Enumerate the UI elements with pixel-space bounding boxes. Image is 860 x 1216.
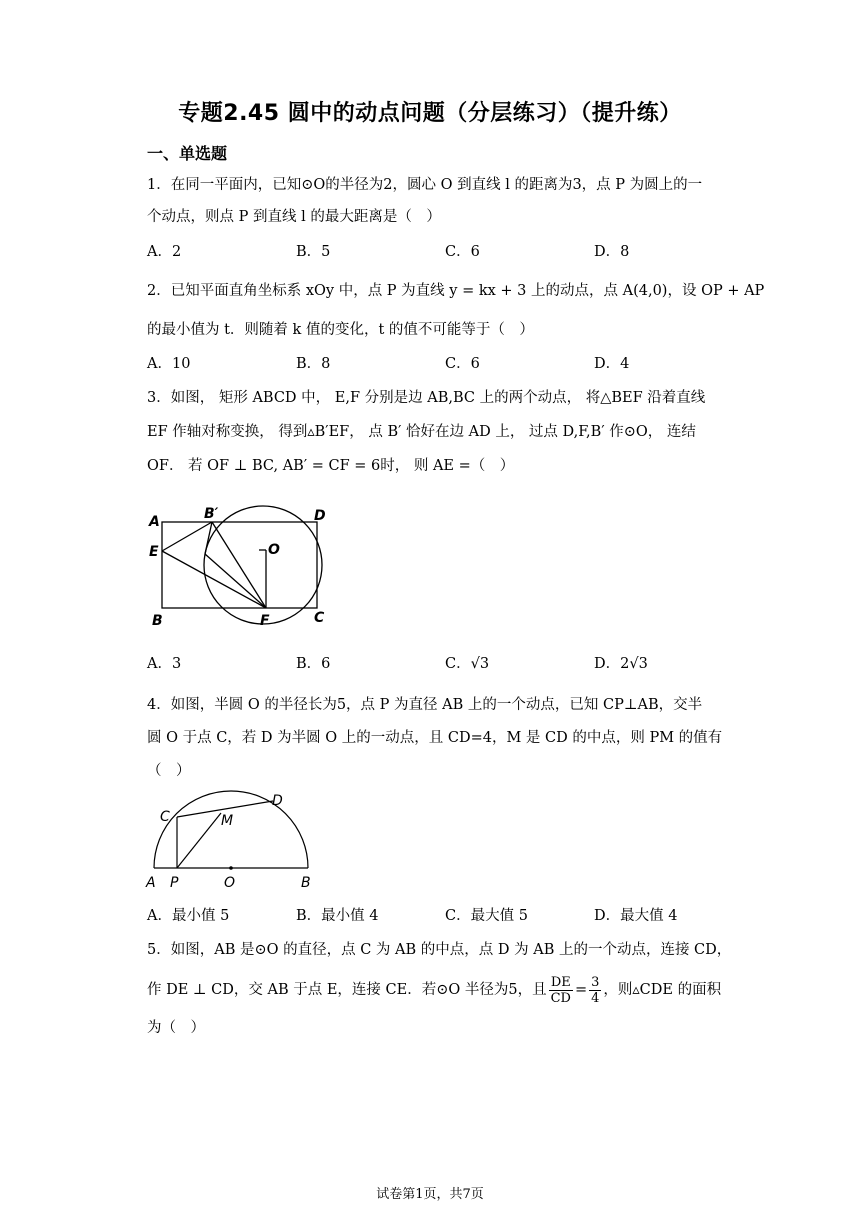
label-d: D [272, 793, 283, 809]
q3-option-d: D．2√3 [594, 656, 648, 672]
q4-figure [140, 788, 330, 893]
q3-figure [140, 488, 340, 630]
segment-ef [162, 551, 266, 608]
q5-fraction-de-cd [549, 975, 573, 1006]
q5-line2 [147, 973, 721, 1007]
label-b: B [152, 613, 163, 629]
page-footer: 试卷第1页，共7页 [376, 1187, 484, 1202]
q2-option-a: A．10 [147, 356, 191, 372]
q2-line1: 2．已知平面直角坐标系 xOy 中，点 P 为直线 y = kx + 3 上的动点，点 A(4,0)，设 OP + AP [147, 283, 765, 299]
q1-option-c: C．6 [445, 244, 480, 260]
q5-frac2-numerator: 3 [591, 974, 600, 990]
q2-option-b: B．8 [296, 356, 331, 372]
q4-option-d: D．最大值 4 [594, 908, 678, 924]
q5-frac1-denominator: CD [550, 990, 571, 1006]
q1-line2: 个动点，则点 P 到直线 l 的最大距离是（ ） [147, 209, 441, 225]
q3-line3: OF． 若 OF ⊥ BC, AB′ = CF = 6时， 则 AE =（ ） [147, 458, 515, 474]
label-c: C [160, 809, 170, 825]
q5-line1: 5．如图，AB 是⊙O 的直径，点 C 为 AB 的中点，点 D 为 AB 上的一个动点，连接 CD， [147, 942, 732, 958]
segment-b-prime-f [212, 522, 266, 608]
q4-option-c: C．最大值 5 [445, 908, 528, 924]
q3-option-b: B．6 [296, 656, 331, 672]
q2-option-d: D．4 [594, 356, 630, 372]
q5-line2-text: 作 DE ⊥ CD，交 AB 于点 E，连接 CE．若⊙O 半径为5，且 [147, 982, 547, 998]
label-a: A [146, 875, 156, 891]
point-o [229, 866, 233, 870]
label-d: D [314, 508, 326, 524]
page-title: 专题2.45 圆中的动点问题（分层练习）（提升练） [178, 101, 682, 126]
q1-option-a: A．2 [147, 244, 182, 260]
q4-line3: （ ） [147, 763, 191, 779]
q4-option-a: A．最小值 5 [147, 908, 230, 924]
q4-line1: 4．如图，半圆 O 的半径长为5，点 P 为直径 AB 上的一个动点，已知 CP⊥AB，交半 [147, 697, 703, 713]
q4-option-b: B．最小值 4 [296, 908, 379, 924]
q4-line2: 圆 O 于点 C，若 D 为半圆 O 上的一动点，且 CD=4，M 是 CD 的中点，则 PM 的值有 [147, 730, 723, 746]
q2-line2: 的最小值为 t．则随着 k 值的变化，t 的值不可能等于（ ） [147, 322, 534, 338]
q1-line1: 1．在同一平面内，已知⊙O的半径为2，圆心 O 到直线 l 的距离为3，点 P 为圆上的一 [147, 177, 703, 193]
segment-pm [177, 813, 221, 868]
segment-inner-f [205, 554, 266, 608]
label-o: O [268, 542, 280, 558]
q5-line2-tail: ，则▵CDE 的面积 [603, 982, 722, 998]
section-heading: 一、单选题 [147, 144, 228, 163]
q2-option-c: C．6 [445, 356, 480, 372]
q3-option-a: A．3 [147, 656, 182, 672]
label-m: M [221, 813, 234, 829]
q5-fraction-3-4 [589, 975, 601, 1006]
label-o: O [224, 875, 236, 891]
label-c: C [314, 610, 325, 626]
label-p: P [170, 875, 179, 891]
label-b: B [301, 875, 311, 891]
q5-frac1-numerator: DE [549, 975, 573, 991]
segment-e-b-prime [162, 522, 212, 551]
q3-option-c: C．√3 [445, 656, 490, 672]
label-e: E [149, 544, 159, 560]
label-b-prime: B′ [204, 506, 219, 522]
q3-line2: EF 作轴对称变换， 得到▵B′EF， 点 B′ 恰好在边 AD 上， 过点 D,F,B′ 作⊙O， 连结 [147, 424, 696, 440]
label-f: F [260, 613, 270, 629]
label-a: A [149, 514, 160, 530]
q5-equals: = [574, 982, 588, 998]
q1-option-b: B．5 [296, 244, 331, 260]
q5-frac2-denominator: 4 [591, 990, 600, 1006]
q5-line3: 为（ ） [147, 1020, 205, 1036]
q3-line1: 3．如图， 矩形 ABCD 中， E,F 分别是边 AB,BC 上的两个动点， 将△BEF 沿着直线 [147, 390, 706, 406]
q1-option-d: D．8 [594, 244, 630, 260]
